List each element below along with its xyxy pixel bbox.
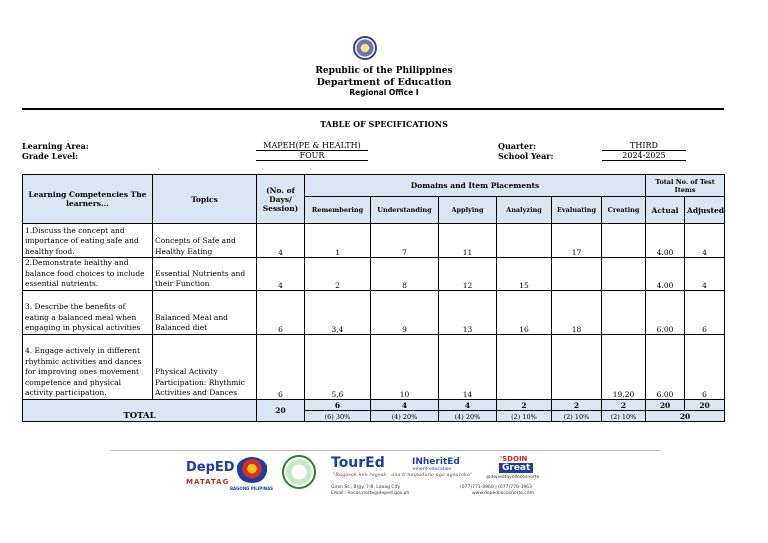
header-total-items: Total No. of Test Items — [646, 175, 725, 197]
item-cell: 19,20 — [602, 334, 646, 399]
item-cell: 11 — [439, 224, 497, 258]
header-domain: Remembering — [305, 197, 371, 224]
sdoin-logo: 'SDOIN — [500, 455, 528, 463]
quarter-label: Quarter: — [498, 141, 537, 151]
inherited-logo: INheritEd — [412, 457, 460, 467]
competency-cell: 1.Discuss the concept and importance of eating safe and healthy food. — [23, 224, 153, 258]
great-badge: Great — [499, 463, 533, 473]
item-cell — [602, 290, 646, 334]
topic-cell: Physical Activity Participation: Rhythmic Activities and Dances — [153, 334, 257, 399]
competency-cell: 3. Describe the benefits of eating a balanced meal when engaging in physical activities — [23, 290, 153, 334]
total-percent: (4) 20% — [371, 410, 439, 421]
grade-level-label: Grade Level: — [22, 151, 79, 161]
header-domain: Evaluating — [552, 197, 602, 224]
item-cell — [497, 224, 552, 258]
school-year-value: 2024-2025 — [602, 151, 686, 161]
item-cell: 1 — [305, 224, 371, 258]
topic-cell: Balanced Meal and Balanced diet — [153, 290, 257, 334]
toured-logo: TourEd — [331, 455, 385, 471]
item-cell — [602, 224, 646, 258]
total-count: 4 — [371, 399, 439, 410]
item-cell: 16 — [497, 290, 552, 334]
item-cell: 17 — [552, 224, 602, 258]
header-divider — [22, 108, 724, 110]
actual-cell: 4.00 — [646, 224, 685, 258]
grade-level-value: FOUR — [256, 151, 368, 161]
total-percent: (2) 10% — [552, 410, 602, 421]
header-region: Regional Office I — [349, 88, 419, 97]
header-domain: Analyzing — [497, 197, 552, 224]
adjusted-cell: 4 — [685, 258, 725, 291]
header-domain: Creating — [602, 197, 646, 224]
deped-seal-icon — [353, 36, 377, 60]
learning-area-label: Learning Area: — [22, 141, 89, 151]
days-cell: 6 — [257, 290, 305, 334]
item-cell: 12 — [439, 258, 497, 291]
table-row — [23, 334, 725, 399]
item-cell — [552, 334, 602, 399]
division-seal-icon — [282, 455, 316, 489]
total-percent: (4) 20% — [439, 410, 497, 421]
days-cell: 6 — [257, 334, 305, 399]
email-line: Email : ilocos.norte@deped.gov.ph — [331, 491, 410, 496]
inherited-subtitle: inherit education — [413, 467, 452, 472]
total-days: 20 — [257, 399, 305, 421]
quarter-value: THIRD — [602, 141, 686, 151]
actual-cell: 4.00 — [646, 258, 685, 291]
actual-cell: 6.00 — [646, 334, 685, 399]
total-percent: (2) 10% — [602, 410, 646, 421]
header-domains: Domains and Item Placements — [305, 175, 646, 197]
header-adjusted: Adjusted — [685, 197, 725, 224]
topic-cell: Essential Nutrients and their Function — [153, 258, 257, 291]
adjusted-cell: 6 — [685, 334, 725, 399]
competency-cell: 4. Engage actively in different rhythmic activities and dances for improving ones movement competence and physical activity participation. — [23, 334, 153, 399]
adjusted-cell: 4 — [685, 224, 725, 258]
total-percent: (6) 30% — [305, 410, 371, 421]
item-cell: 5,6 — [305, 334, 371, 399]
total-actual: 20 — [646, 399, 685, 410]
header-domain: Applying — [439, 197, 497, 224]
item-cell: 3,4 — [305, 290, 371, 334]
table-row — [23, 258, 725, 291]
header-actual: Actual — [646, 197, 685, 224]
header-topics: Topics — [153, 175, 257, 224]
topic-cell: Concepts of Safe and Healthy Eating — [153, 224, 257, 258]
total-count: 4 — [439, 399, 497, 410]
toured-tagline: "Ragasak ken ragsak - ana ti naipaduno nga agsuroka" — [333, 472, 473, 478]
table-row — [23, 224, 725, 258]
item-cell: 10 — [371, 334, 439, 399]
item-cell: 8 — [371, 258, 439, 291]
deped-logo: DepED — [186, 460, 235, 475]
document-title: TABLE OF SPECIFICATIONS — [320, 119, 448, 129]
actual-cell: 6.00 — [646, 290, 685, 334]
bagong-pilipinas-logo-icon — [236, 457, 268, 483]
header-department: Department of Education — [316, 77, 452, 88]
total-adjusted: 20 — [685, 399, 725, 410]
item-cell: 13 — [439, 290, 497, 334]
item-cell: 9 — [371, 290, 439, 334]
total-count: 2 — [497, 399, 552, 410]
item-cell — [552, 258, 602, 291]
footer-divider — [110, 450, 660, 451]
adjusted-cell: 6 — [685, 290, 725, 334]
website-link[interactable]: www.depedilocosnorte.com — [472, 491, 535, 496]
total-count: 2 — [602, 399, 646, 410]
total-count: 2 — [552, 399, 602, 410]
grand-total: 20 — [646, 410, 725, 421]
header-days: (No. of Days/ Session) — [257, 175, 305, 224]
competency-cell: 2.Demonstrate healthy and balance food choices to include essential nutrients. — [23, 258, 153, 291]
phone-line: (077)771-0960 | (077)770-3963 — [460, 485, 532, 490]
header-domain: Understanding — [371, 197, 439, 224]
table-row — [23, 290, 725, 334]
item-cell: 2 — [305, 258, 371, 291]
matatag-logo: MATATAG — [186, 478, 230, 486]
item-cell: 14 — [439, 334, 497, 399]
item-cell: 18 — [552, 290, 602, 334]
bagong-pilipinas-text: BAGONG PILIPINAS — [230, 486, 274, 491]
specifications-table — [22, 174, 725, 422]
total-percent: (2) 10% — [497, 410, 552, 421]
address-line: Giron St., Brgy. 7-B, Laoag City — [331, 485, 401, 490]
total-count: 6 — [305, 399, 371, 410]
school-year-label: School Year: — [498, 151, 554, 161]
item-cell — [602, 258, 646, 291]
item-cell: 7 — [371, 224, 439, 258]
item-cell — [497, 334, 552, 399]
days-cell: 4 — [257, 258, 305, 291]
header-republic: Republic of the Philippines — [315, 66, 453, 76]
total-row — [23, 399, 725, 410]
header-competencies: Learning Competencies The learners... — [23, 175, 153, 224]
facebook-handle: @depedtayoilocosnorte — [486, 475, 540, 480]
learning-area-value: MAPEH(PE & HEALTH) — [256, 141, 368, 151]
total-label: TOTAL — [23, 399, 257, 421]
item-cell: 15 — [497, 258, 552, 291]
days-cell: 4 — [257, 224, 305, 258]
